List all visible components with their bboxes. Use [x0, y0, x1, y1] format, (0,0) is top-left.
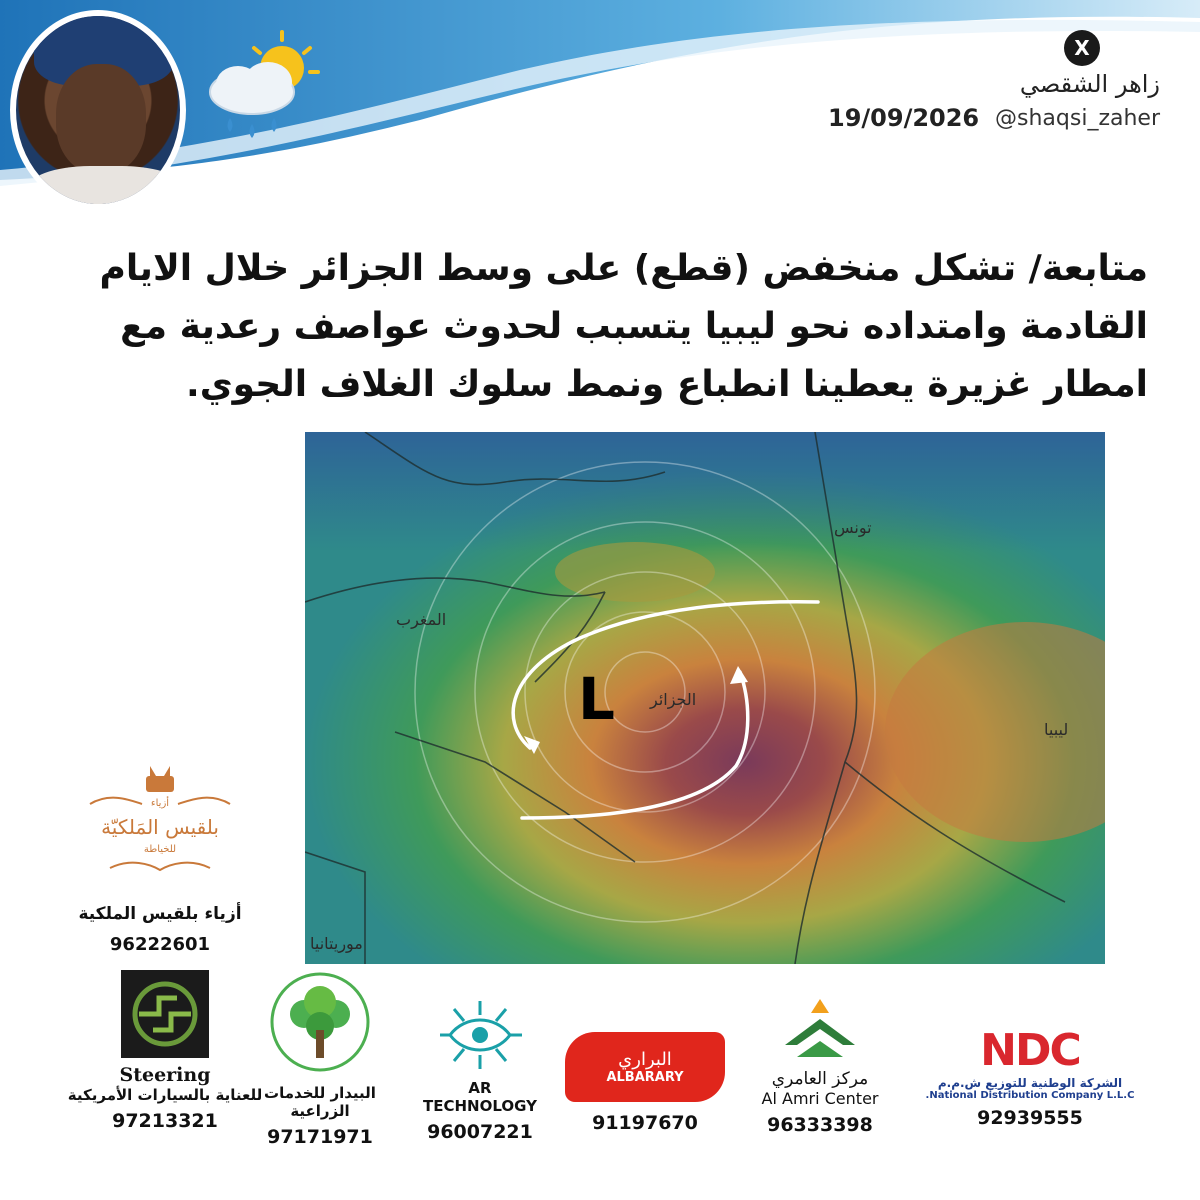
ndc-logo-text: NDC	[980, 1025, 1080, 1076]
headline	[38, 240, 1148, 414]
sponsor-ndc[interactable]	[910, 1025, 1150, 1129]
sponsor-albaidar[interactable]	[240, 970, 400, 1148]
low-pressure-marker: L	[578, 665, 615, 733]
balqees-logo-main: بلقيس المَلكيّة	[101, 815, 219, 839]
map-label-libya: ليبيا	[1044, 720, 1069, 739]
ndc-name-en: National Distribution Company L.L.C.	[925, 1090, 1135, 1101]
steering-name-ar: للعناية بالسيارات الأمريكية	[67, 1086, 263, 1104]
sponsor-name: أزياء بلقيس الملكية	[78, 904, 242, 924]
sponsor-balqees[interactable]	[60, 760, 260, 955]
map-label-tunisia: تونس	[834, 518, 872, 537]
balqees-logo-sub: للخياطة	[143, 844, 177, 855]
map-label-algeria: الجزائر	[650, 690, 697, 709]
al-amri-name-en: Al Amri Center	[761, 1089, 879, 1108]
tree-logo-icon	[260, 970, 380, 1080]
steering-name-en: Steering	[119, 1064, 211, 1086]
eye-network-logo-icon	[430, 995, 530, 1075]
sponsors-row	[0, 970, 1200, 1190]
x-logo-icon[interactable]: X	[1064, 30, 1100, 66]
albarary-phone: 91197670	[592, 1112, 698, 1134]
author-name: زاهر الشقصي	[1019, 70, 1160, 98]
map-label-morocco: المغرب	[396, 610, 447, 629]
post-date: 19/09/2026	[828, 104, 980, 132]
sponsor-albarary[interactable]	[560, 1032, 730, 1134]
steering-logo-icon	[121, 970, 209, 1058]
map-label-mauritania: موريتانيا	[310, 934, 363, 953]
ndc-logo	[910, 1025, 1150, 1076]
al-amri-name-ar: مركز العامري	[771, 1069, 869, 1089]
headline-line-2: القادمة وامتداده نحو ليبيا يتسبب لحدوث عواصف رعدية مع	[120, 306, 1148, 347]
author-handle[interactable]: @shaqsi_zaher	[995, 106, 1160, 131]
sponsor-phone: 96222601	[109, 934, 211, 955]
al-amri-phone: 96333398	[767, 1114, 873, 1136]
cyclonic-flow-arrows	[500, 590, 830, 830]
albaidar-name: البيدار للخدمات الزراعية	[264, 1084, 376, 1120]
headline-line-3: امطار غزيرة يعطينا انطباع ونمط سلوك الغلاف الجوي.	[186, 364, 1148, 405]
albarary-logo-ar: البراري	[618, 1049, 672, 1070]
balqees-logo	[80, 760, 240, 900]
steering-phone: 97213321	[112, 1110, 218, 1132]
author-avatar	[10, 10, 186, 210]
balqees-logo-top: أزياء	[150, 798, 170, 809]
albarary-logo	[565, 1032, 725, 1102]
sponsor-ar-technology[interactable]	[410, 995, 550, 1143]
albaidar-phone: 97171971	[267, 1126, 373, 1148]
headline-line-1: متابعة/ تشكل منخفض (قطع) على وسط الجزائر خلال الايام	[99, 248, 1148, 289]
ndc-phone: 92939555	[977, 1107, 1083, 1129]
albarary-logo-en: ALBARARY	[606, 1070, 684, 1085]
partly-cloudy-rain-icon	[190, 20, 330, 150]
sponsor-al-amri-center[interactable]	[740, 995, 900, 1136]
ndc-name-ar: الشركة الوطنية للتوزيع ش.م.م	[937, 1076, 1123, 1090]
ar-technology-name: AR TECHNOLOGY	[423, 1079, 537, 1115]
al-amri-logo-icon	[775, 995, 865, 1065]
ar-technology-phone: 96007221	[427, 1121, 533, 1143]
